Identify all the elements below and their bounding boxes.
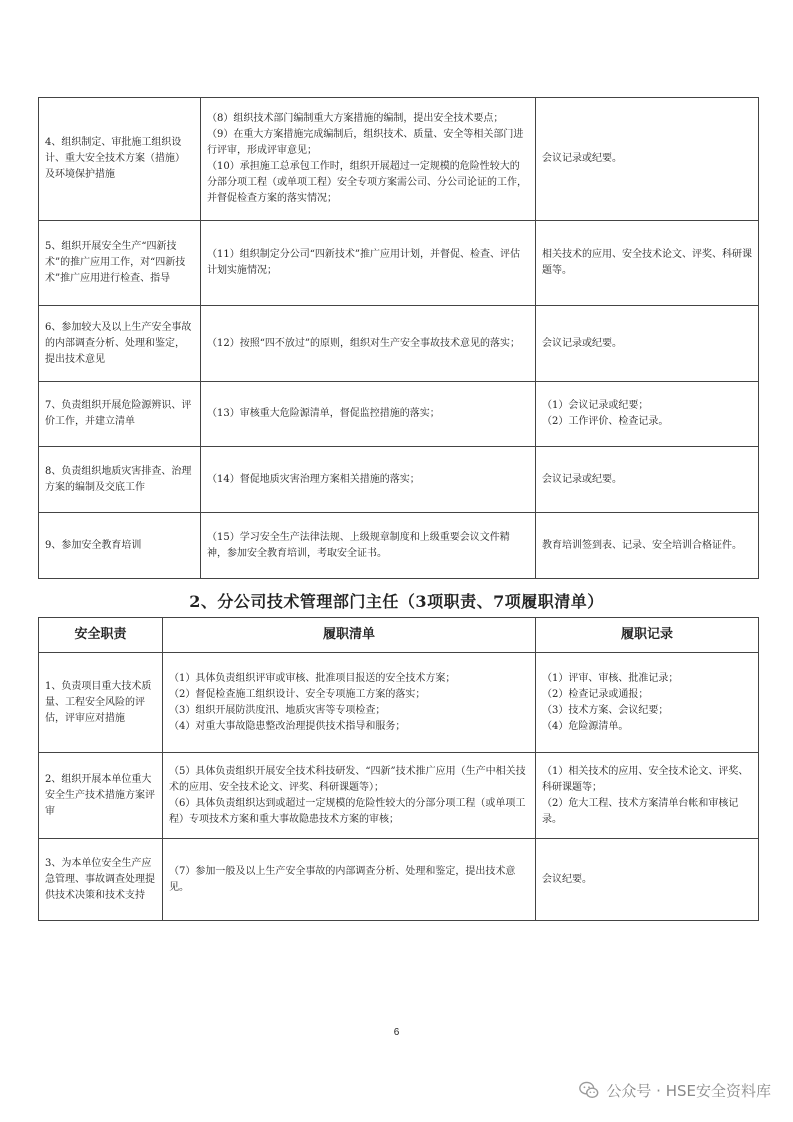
duty-cell: 3、为本单位安全生产应急管理、事故调查处理提供技术决策和技术支持 <box>39 839 163 921</box>
duty-cell: 2、组织开展本单位重大安全生产技术措施方案评审 <box>39 753 163 839</box>
table-row <box>39 221 759 306</box>
list-item: （5）具体负责组织开展安全技术科技研发、“四新”技术推广应用（生产中相关技术的应用、安全技术论文、评奖、科研课题等）； <box>169 765 526 793</box>
table-header-row <box>39 618 759 653</box>
record-item: 会议纪要。 <box>542 873 592 885</box>
list-item: （11）组织制定分公司“四新技术”推广应用计划，并督促、检查、评估计划实施情况； <box>207 249 520 276</box>
record-item: （2）危大工程、技术方案清单台帐和审核记录。 <box>542 797 739 825</box>
table-row <box>39 653 759 753</box>
list-cell <box>163 753 536 839</box>
column-header-record: 履职记录 <box>536 618 759 653</box>
record-item: （1）评审、审核、批准记录； <box>542 672 679 684</box>
record-cell <box>536 221 759 306</box>
table-row <box>39 753 759 839</box>
record-cell <box>536 447 759 513</box>
watermark-text: 公众号 · HSE安全资料库 <box>606 1081 771 1100</box>
list-cell <box>201 447 536 513</box>
section-heading: 2、分公司技术管理部门主任（3项职责、7项履职清单） <box>189 592 604 611</box>
record-item: 会议记录或纪要。 <box>542 337 622 349</box>
list-item: （14）督促地质灾害治理方案相关措施的落实； <box>207 473 420 485</box>
list-item: （13）审核重大危险源清单，督促监控措施的落实； <box>207 408 440 419</box>
record-cell <box>536 839 759 921</box>
duty-cell: 8、负责组织地质灾害排查、治理方案的编制及交底工作 <box>39 447 201 513</box>
list-item: （4）对重大事故隐患整改治理提供技术指导和服务； <box>169 720 406 732</box>
duty-table-continued <box>38 97 759 579</box>
record-item: 会议记录或纪要。 <box>542 153 622 164</box>
list-cell <box>201 98 536 221</box>
column-header-duty: 安全职责 <box>39 618 163 653</box>
duty-cell: 9、参加安全教育培训 <box>39 513 201 579</box>
record-item: 会议记录或纪要。 <box>542 473 622 485</box>
record-cell <box>536 653 759 753</box>
duty-cell: 6、参加较大及以上生产安全事故的内部调查分析、处理和鉴定，提出技术意见 <box>39 306 201 382</box>
record-item: （1）相关技术的应用、安全技术论文、评奖、科研课题等； <box>542 765 749 793</box>
list-item: （6）具体负责组织达到或超过一定规模的危险性较大的分部分项工程（或单项工程）专项技术方案和重大事故隐患技术方案的审核； <box>169 797 526 825</box>
table-row <box>39 839 759 921</box>
record-item: 教育培训签到表、记录、安全培训合格证件。 <box>542 539 742 551</box>
record-cell <box>536 306 759 382</box>
wechat-icon <box>578 1079 600 1101</box>
record-item: （1）会议记录或纪要； <box>542 400 649 411</box>
list-cell <box>201 382 536 447</box>
record-item: 相关技术的应用、安全技术论文、评奖、科研课题等。 <box>542 249 752 276</box>
duty-cell: 5、组织开展安全生产“四新技术”的推广应用工作，对“四新技术”推广应用进行检查、指导 <box>39 221 201 306</box>
record-item: （2）检查记录或通报； <box>542 688 649 700</box>
record-cell <box>536 98 759 221</box>
column-header-list: 履职清单 <box>163 618 536 653</box>
list-item: （15）学习安全生产法律法规、上级规章制度和上级重要会议文件精神，参加安全教育培训，考取安全证书。 <box>207 531 510 559</box>
page-number: 6 <box>393 1027 400 1038</box>
record-cell <box>536 382 759 447</box>
table-row <box>39 513 759 579</box>
list-item: （12）按照“四不放过”的原则，组织对生产安全事故技术意见的落实； <box>207 337 520 349</box>
table-row <box>39 306 759 382</box>
duty-table <box>38 617 759 921</box>
table-row <box>39 447 759 513</box>
record-item: （4）危险源清单。 <box>542 720 629 732</box>
list-item: （1）具体负责组织评审或审核、批准项目报送的安全技术方案； <box>169 672 456 684</box>
list-item: （10）承担施工总承包工作时，组织开展超过一定规模的危险性较大的分部分项工程（或单项工程）安全专项方案需公司、分公司论证的工作，并督促检查方案的落实情况； <box>207 161 527 204</box>
list-item: （2）督促检查施工组织设计、安全专项施工方案的落实； <box>169 688 426 700</box>
list-cell <box>163 839 536 921</box>
record-cell <box>536 753 759 839</box>
duty-cell: 4、组织制定、审批施工组织设计、重大安全技术方案（措施）及环境保护措施 <box>39 98 201 221</box>
list-cell <box>201 306 536 382</box>
list-item: （7）参加一般及以上生产安全事故的内部调查分析、处理和鉴定，提出技术意见。 <box>169 865 516 893</box>
duty-cell: 1、负责项目重大技术质量、工程安全风险的评估，评审应对措施 <box>39 653 163 753</box>
record-item: （2）工作评价、检查记录。 <box>542 416 669 427</box>
list-cell <box>201 221 536 306</box>
duty-cell: 7、负责组织开展危险源辨识、评价工作，并建立清单 <box>39 382 201 447</box>
list-item: （8）组织技术部门编制重大方案措施的编制，提出安全技术要点； <box>207 113 504 124</box>
record-cell <box>536 513 759 579</box>
table-row <box>39 382 759 447</box>
record-item: （3）技术方案、会议纪要； <box>542 704 669 716</box>
watermark <box>578 1078 771 1102</box>
list-item: （9）在重大方案措施完成编制后，组织技术、质量、安全等相关部门进行评审，形成评审意见； <box>207 129 524 156</box>
list-cell <box>201 513 536 579</box>
list-cell <box>163 653 536 753</box>
list-item: （3）组织开展防洪度汛、地质灾害等专项检查； <box>169 704 386 716</box>
table-row <box>39 98 759 221</box>
